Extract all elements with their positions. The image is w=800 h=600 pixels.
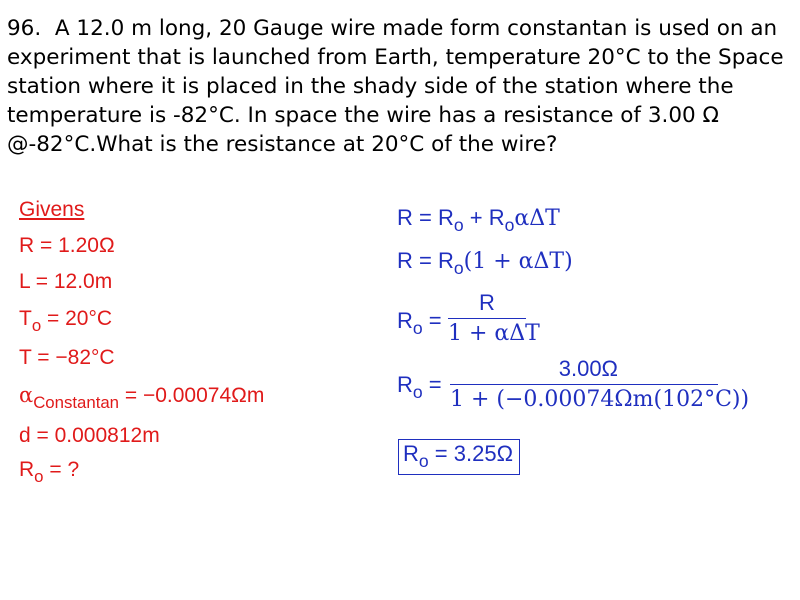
givens-heading: Givens (19, 198, 85, 221)
given-final-temperature: T = −82°C (19, 346, 115, 369)
eq4-lhs-symbol: R (397, 372, 413, 397)
given-length: L = 12.0m (19, 270, 113, 293)
answer-symbol: R (403, 441, 419, 466)
given-to-symbol: T (19, 307, 32, 330)
eq2-subscript: o (453, 258, 464, 279)
given-alpha (19, 383, 264, 413)
eq1-subscript-1: o (453, 215, 464, 236)
eq4-equals: = (422, 372, 442, 397)
final-answer-box (398, 439, 520, 475)
given-ro-value: = ? (43, 458, 80, 481)
given-resistance: R = 1.20Ω (19, 234, 115, 257)
answer-subscript: o (418, 451, 429, 472)
equation-1 (397, 205, 560, 236)
equation-4-fraction (450, 356, 750, 412)
equation-3-lhs (397, 308, 442, 339)
equation-2 (397, 248, 573, 279)
eq2-part-a: R = R (397, 248, 454, 273)
eq3-numerator: R (479, 290, 495, 315)
given-to-subscript: o (31, 315, 42, 335)
eq1-part-b: + R (463, 205, 505, 230)
given-ro-symbol: R (19, 458, 35, 481)
eq2-part-b: (1 + αΔT) (463, 249, 573, 274)
given-alpha-value: = −0.00074Ωm (119, 384, 265, 407)
given-ro-subscript: o (34, 466, 44, 486)
eq3-denominator: 1 + αΔT (448, 321, 540, 346)
problem-statement: 96. A 12.0 m long, 20 Gauge wire made form constantan is used on an experiment that is launched from Earth, temperature 20°C to the Space station where it is placed in the shady side of the station where the temperature is -82°C. In space the wire has a resistance of 3.00 Ω @-82°C.What is the resistance at 20°C of the wire? (7, 16, 784, 157)
equation-3-fraction (448, 290, 540, 346)
equation-4-lhs (397, 372, 442, 403)
answer-value: = 3.25Ω (428, 441, 514, 466)
eq3-equals: = (422, 308, 442, 333)
eq1-subscript-2: o (504, 215, 515, 236)
given-diameter: d = 0.000812m (19, 424, 160, 447)
eq4-denominator: 1 + (−0.00074Ωm(102°C)) (450, 387, 750, 412)
given-alpha-subscript: Constantan (33, 392, 120, 412)
given-to-value: = 20°C (41, 307, 113, 330)
given-unknown (19, 458, 79, 487)
eq3-lhs-subscript: o (412, 318, 423, 339)
eq4-numerator: 3.00Ω (558, 356, 618, 381)
eq3-fraction-bar (448, 318, 526, 319)
eq1-part-a: R = R (397, 205, 454, 230)
eq1-part-c: αΔT (514, 206, 560, 231)
eq4-fraction-bar (450, 384, 718, 385)
eq3-lhs-symbol: R (397, 308, 413, 333)
eq4-lhs-subscript: o (412, 382, 423, 403)
given-alpha-symbol: α (19, 383, 34, 407)
given-initial-temperature (19, 307, 112, 336)
